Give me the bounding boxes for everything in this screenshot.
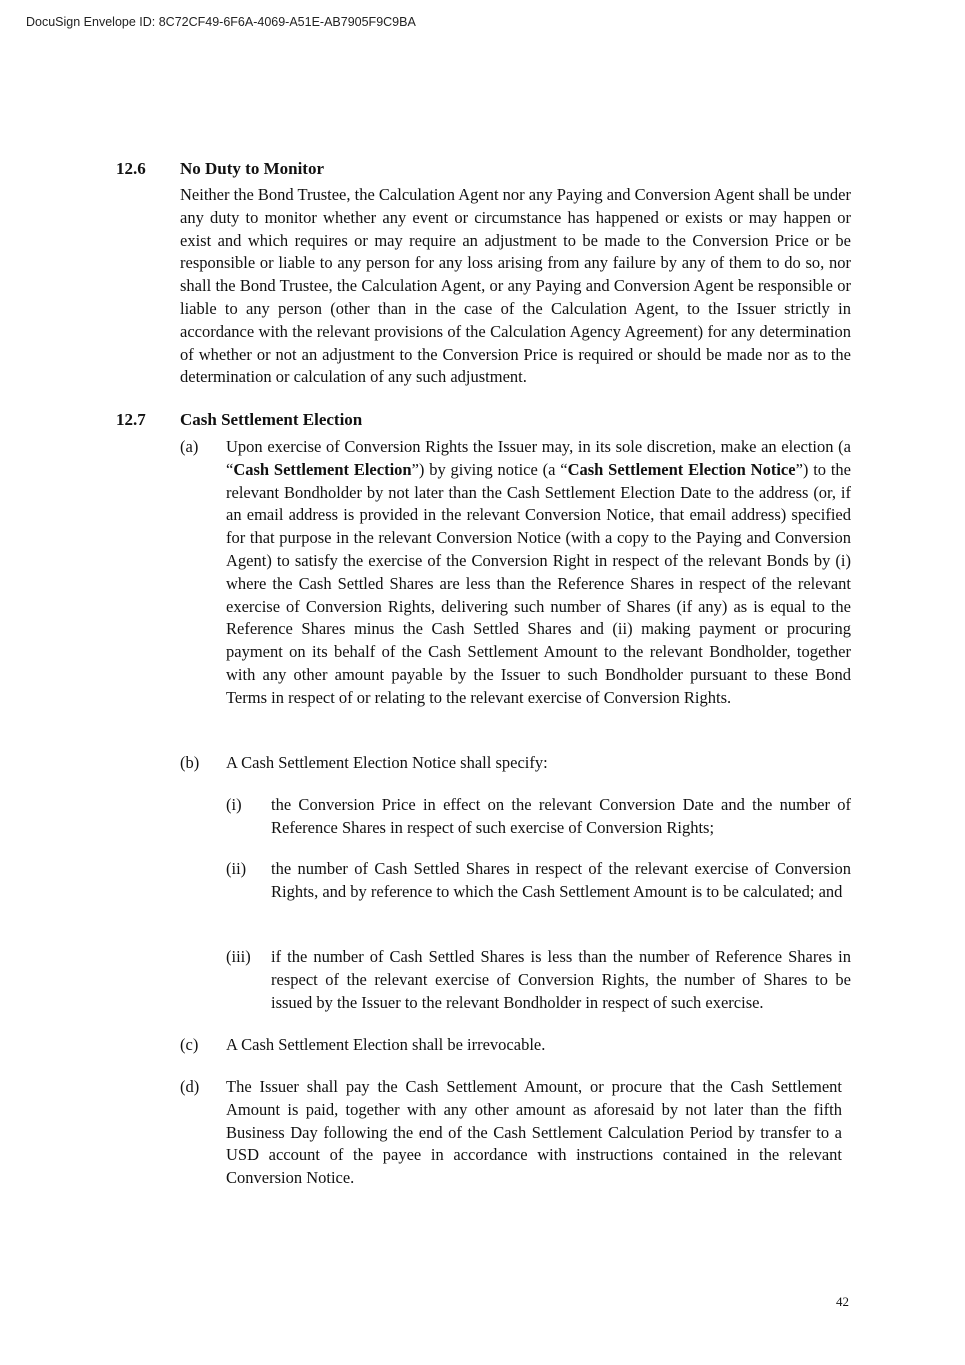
item-c-label: (c) — [180, 1035, 199, 1054]
subitem-ii-label: (ii) — [226, 859, 247, 878]
section-number: 12.7 — [116, 410, 146, 429]
subitem-iii-label: (iii) — [226, 947, 251, 966]
defined-term-cash-settlement-election-notice: Cash Settlement Election Notice — [567, 459, 796, 479]
item-d-label: (d) — [180, 1077, 200, 1096]
page-number: 42 — [836, 1294, 849, 1309]
defined-term-cash-settlement-election: Cash Settlement Election — [233, 459, 412, 479]
item-a-label: (a) — [180, 437, 199, 456]
section-title: No Duty to Monitor — [180, 159, 325, 178]
item-d-text: The Issuer shall pay the Cash Settlement Amount, or procure that the Cash Settlement Amount is paid, together with any other amount as aforesaid by not later than the fifth Business Day following the end of the Cash Settlement Calculation Period by transfer to a USD account of the payee in accordance with instructions contained in the relevant Conversion Notice. — [226, 1077, 842, 1188]
section-number: 12.6 — [116, 159, 146, 178]
item-c-text: A Cash Settlement Election shall be irrevocable. — [226, 1035, 546, 1054]
section-12-6-body: Neither the Bond Trustee, the Calculation Agent nor any Paying and Conversion Agent shall be under any duty to monitor whether any event or circumstance has happened or exists or may happen or exist and which requires or may require an adjustment to be made to the Conversion Price or be responsible or liable to any person for any loss arising from any failure by any of them to do so, nor shall the Bond Trustee, the Calculation Agent, or any Paying and Conversion Agent be responsible or liable to any person (other than in the case of the Calculation Agent, to the Issuer strictly in accordance with the relevant provisions of the Calculation Agency Agreement) for any determination of whether or not an adjustment to the Conversion Price is required or should be made nor as to the determination or calculation of any such adjustment. — [180, 185, 851, 387]
subitem-iii-text: if the number of Cash Settled Shares is less than the number of Reference Shares in respect of the relevant exercise of Conversion Rights, the number of Shares to be issued by the Issuer to the relevant Bondholder in respect of such exercise. — [271, 947, 851, 1012]
item-b-label: (b) — [180, 753, 200, 772]
docusign-envelope-id: DocuSign Envelope ID: 8C72CF49-6F6A-4069-A51E-AB7905F9C9BA — [26, 15, 416, 29]
subitem-i-text: the Conversion Price in effect on the relevant Conversion Date and the number of Reference Shares in respect of such exercise of Conversion Rights; — [271, 795, 851, 837]
item-a-text: Upon exercise of Conversion Rights the Issuer may, in its sole discretion, make an election (a “Cash Settlement Election”) by giving notice (a “Cash Settlement Election Notice”) to the relevant Bondholder by not later than the Cash Settlement Election Date to the address (or, if an email address is provided in the relevant Conversion Notice, that email address) specified for that purpose in the relevant Conversion Notice (with a copy to the Paying and Conversion Agent) to satisfy the exercise of the Conversion Right in respect of the relevant Bonds by (i) where the Cash Settled Shares are less than the Reference Shares in respect of the relevant exercise of Conversion Rights, delivering such number of Shares (if any) as is equal to the Reference Shares minus the Cash Settled Shares and (ii) making payment or procuring payment on its behalf of the Cash Settlement Amount to the relevant Bondholder, together with any other amount payable by the Issuer to such Bondholder pursuant to these Bond Terms in respect of or relating to the relevant exercise of Conversion Rights. — [226, 437, 851, 707]
subitem-i-label: (i) — [226, 795, 242, 814]
subitem-ii-text: the number of Cash Settled Shares in respect of the relevant exercise of Conversion Rights, and by reference to which the Cash Settlement Amount is to be calculated; and — [271, 859, 851, 901]
item-b-text: A Cash Settlement Election Notice shall specify: — [226, 753, 548, 772]
section-title: Cash Settlement Election — [180, 410, 363, 429]
